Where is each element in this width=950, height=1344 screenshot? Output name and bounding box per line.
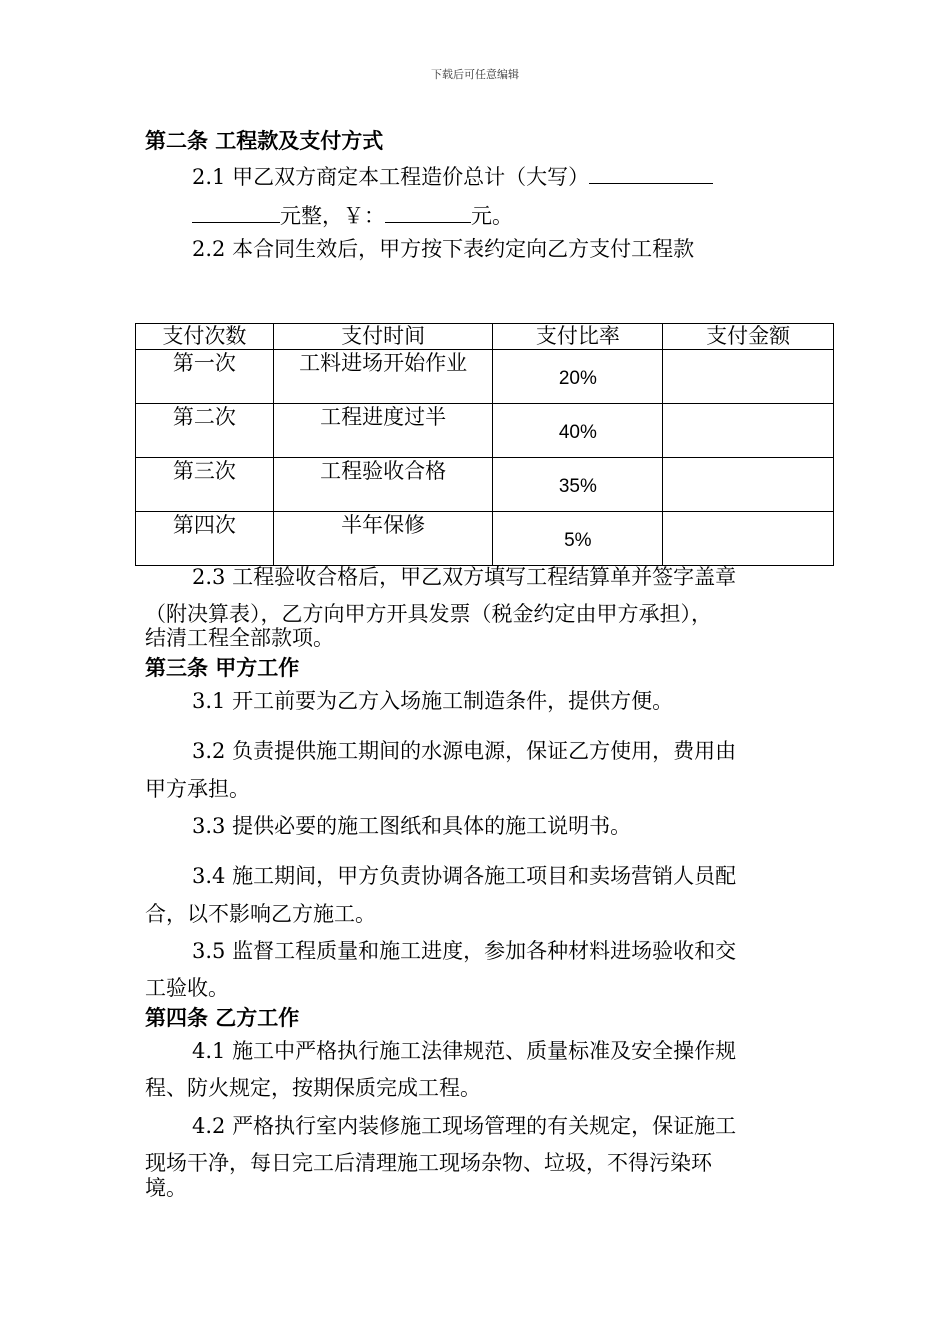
paragraph-3-4-line-1: 3.4 施工期间，甲方负责协调各施工项目和卖场营销人员配 (192, 864, 737, 888)
price-words-blank-continued[interactable] (192, 202, 280, 223)
cell-rate: 5% (493, 512, 663, 566)
header-times: 支付次数 (136, 324, 274, 350)
paragraph-2-1-line-2 (192, 202, 513, 227)
section-2-title: 第二条 工程款及支付方式 (145, 129, 384, 153)
table-row (136, 458, 834, 512)
cell-rate: 20% (493, 350, 663, 404)
paragraph-4-1-line-1: 4.1 施工中严格执行施工法律规范、质量标准及安全操作规 (192, 1039, 737, 1063)
cell-when: 半年保修 (273, 512, 493, 566)
price-words-blank[interactable] (589, 163, 713, 184)
payment-table (135, 323, 834, 566)
yuan-text: 元。 (471, 204, 513, 228)
price-number-blank[interactable] (385, 202, 471, 223)
cell-when: 工程验收合格 (273, 458, 493, 512)
paragraph-3-3: 3.3 提供必要的施工图纸和具体的施工说明书。 (192, 814, 632, 838)
header-note: 下载后可任意编辑 (431, 68, 519, 81)
cell-times: 第一次 (136, 350, 274, 404)
cell-when: 工料进场开始作业 (273, 350, 493, 404)
paragraph-3-5-line-1: 3.5 监督工程质量和施工进度，参加各种材料进场验收和交 (192, 939, 737, 963)
cell-times: 第三次 (136, 458, 274, 512)
paragraph-4-2-line-2: 现场干净，每日完工后清理施工现场杂物、垃圾，不得污染环 (145, 1151, 712, 1175)
table-header-row (136, 324, 834, 350)
paragraph-3-2-line-1: 3.2 负责提供施工期间的水源电源，保证乙方使用，费用由 (192, 739, 737, 763)
paragraph-3-4-line-2: 合，以不影响乙方施工。 (145, 902, 376, 926)
paragraph-3-2-line-2: 甲方承担。 (145, 777, 250, 801)
paragraph-4-2-line-1: 4.2 严格执行室内装修施工现场管理的有关规定，保证施工 (192, 1114, 737, 1138)
table-row (136, 512, 834, 566)
header-amount: 支付金额 (663, 324, 834, 350)
cell-amount[interactable] (663, 458, 834, 512)
cell-when: 工程进度过半 (273, 404, 493, 458)
paragraph-2-2: 2.2 本合同生效后，甲方按下表约定向乙方支付工程款 (192, 237, 695, 261)
cell-times: 第四次 (136, 512, 274, 566)
paragraph-2-3-line-1: 2.3 工程验收合格后，甲乙双方填写工程结算单并签字盖章 (192, 565, 737, 589)
cell-rate: 40% (493, 404, 663, 458)
paragraph-2-3-line-2: （附决算表），乙方向甲方开具发票（税金约定由甲方承担）， (145, 602, 712, 626)
header-when: 支付时间 (273, 324, 493, 350)
paragraph-2-1-line-1 (192, 163, 713, 188)
table-row (136, 350, 834, 404)
table-row (136, 404, 834, 458)
section-3-title: 第三条 甲方工作 (145, 656, 300, 680)
paragraph-4-2-line-3: 境。 (145, 1176, 187, 1200)
cell-amount[interactable] (663, 404, 834, 458)
cell-amount[interactable] (663, 350, 834, 404)
cell-amount[interactable] (663, 512, 834, 566)
yuan-zheng-text: 元整，￥： (280, 204, 385, 228)
paragraph-3-1: 3.1 开工前要为乙方入场施工制造条件，提供方便。 (192, 689, 674, 713)
section-4-title: 第四条 乙方工作 (145, 1006, 300, 1030)
paragraph-3-5-line-2: 工验收。 (145, 976, 229, 1000)
header-rate: 支付比率 (493, 324, 663, 350)
paragraph-2-3-line-3: 结清工程全部款项。 (145, 626, 334, 650)
paragraph-2-1-text: 2.1 甲乙双方商定本工程造价总计（大写） (192, 165, 590, 189)
paragraph-4-1-line-2: 程、防火规定，按期保质完成工程。 (145, 1076, 481, 1100)
cell-times: 第二次 (136, 404, 274, 458)
cell-rate: 35% (493, 458, 663, 512)
